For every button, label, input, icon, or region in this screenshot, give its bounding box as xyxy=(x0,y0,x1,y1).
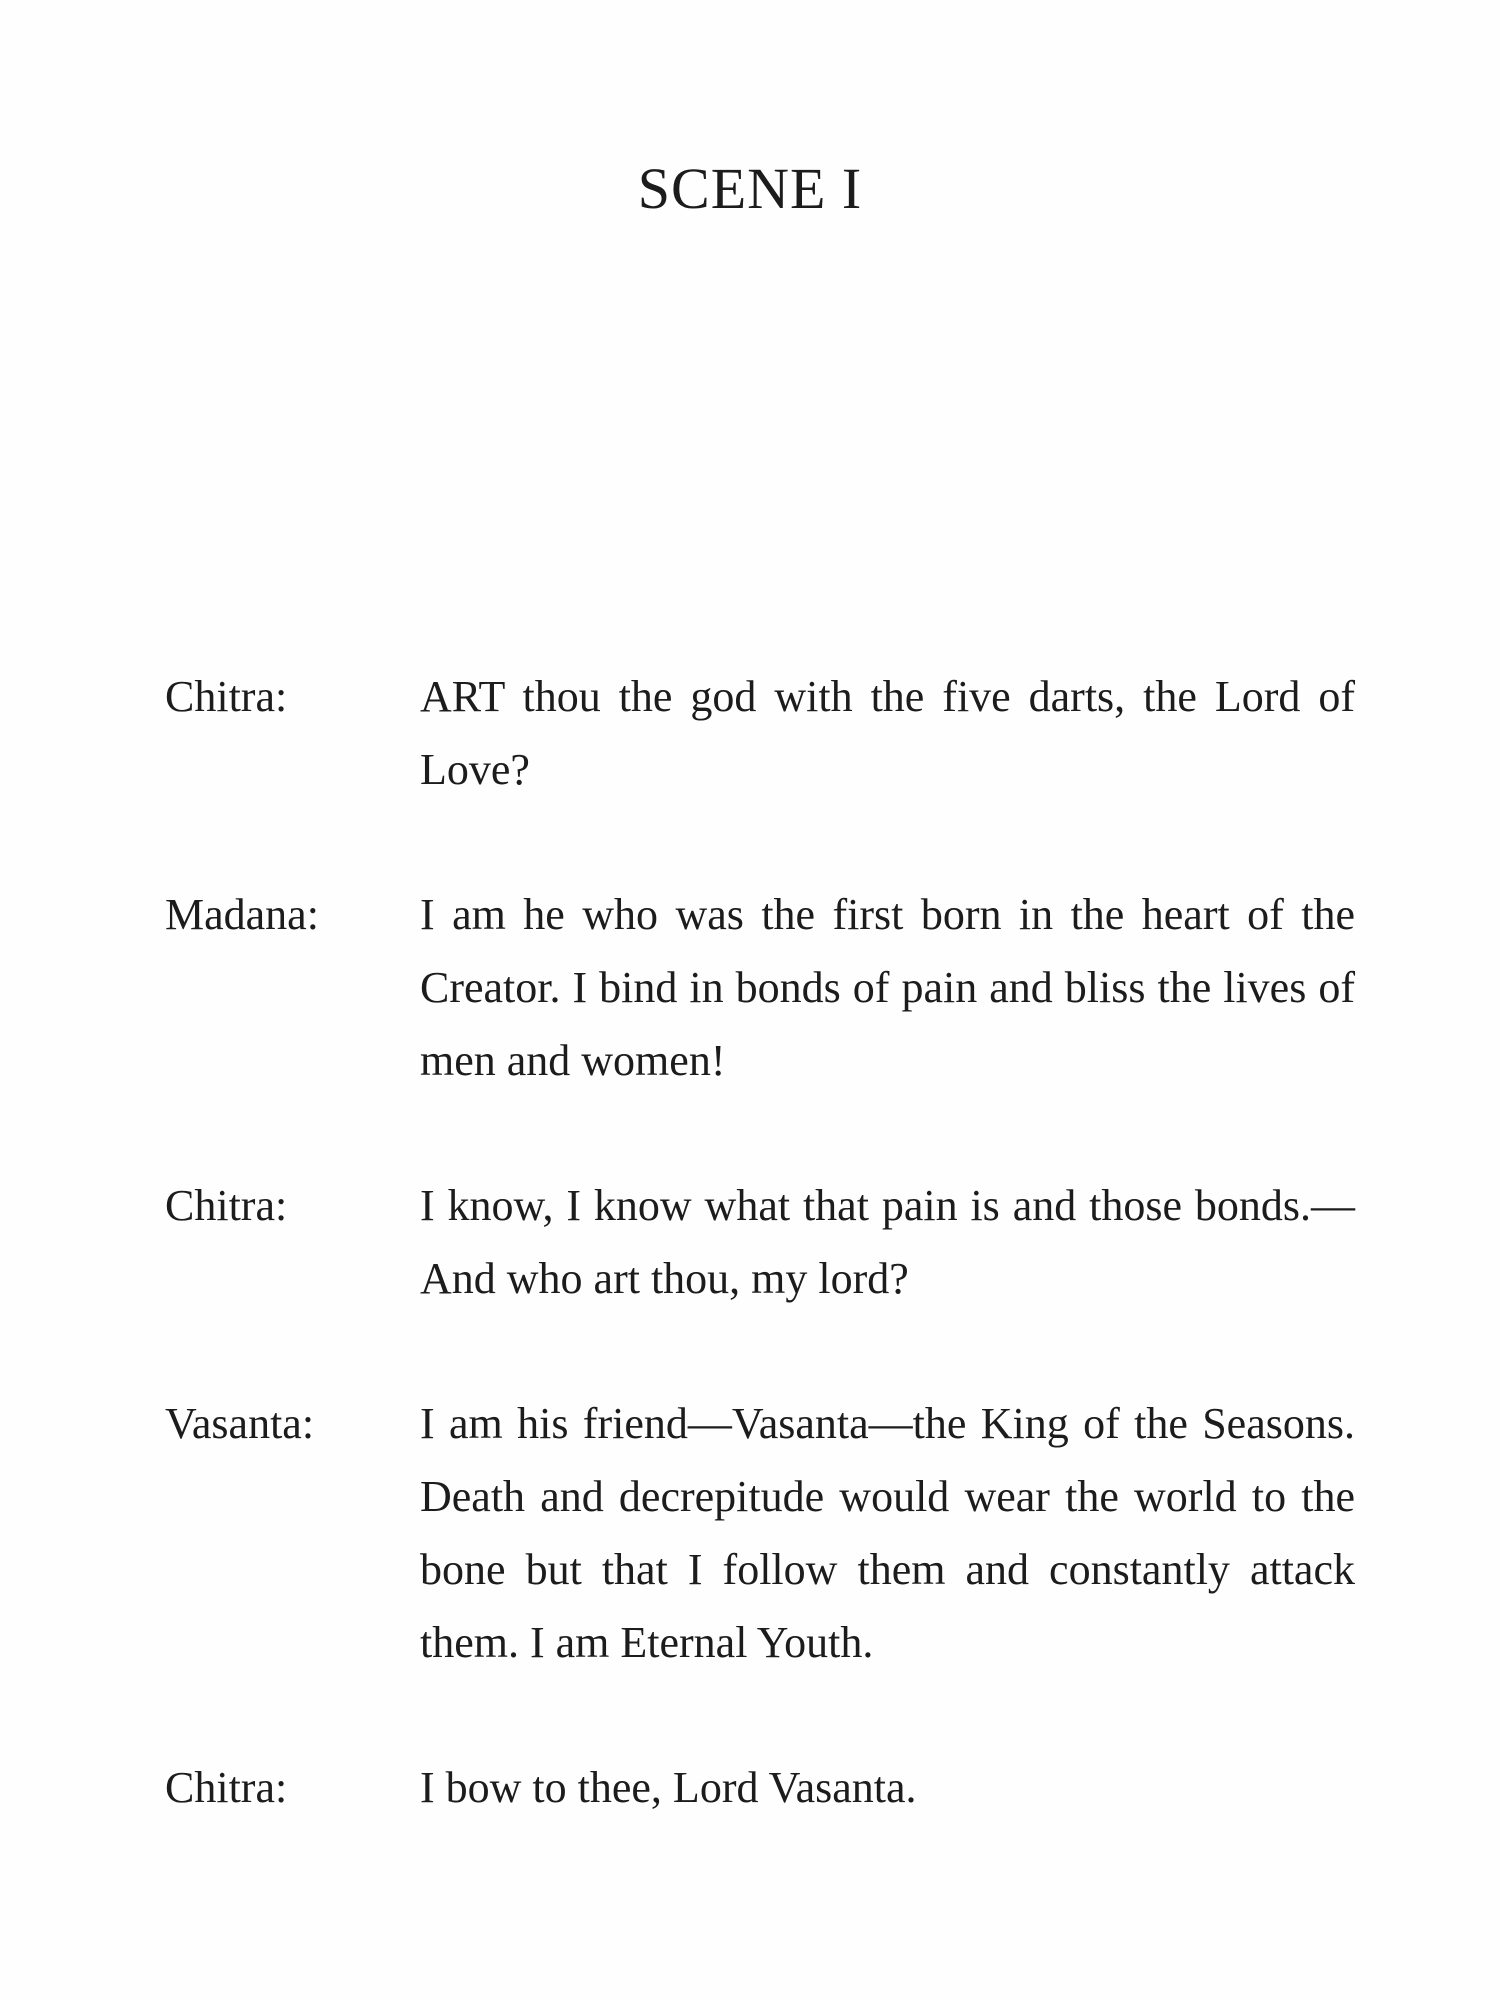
speech-text: I bow to thee, Lord Vasanta. xyxy=(420,1763,917,1812)
speaker-name: Chitra: xyxy=(165,1763,288,1812)
dialogue-line xyxy=(165,1387,1355,1679)
speech-text: I am his friend—Vasanta—the King of the Seasons. Death and decrepitude would wear the world to the bone but that I follow them and constantly attack them. I am Eternal Youth. xyxy=(420,1399,1355,1667)
speech-text: I know, I know what that pain is and those bonds.—And who art thou, my lord? xyxy=(420,1181,1355,1303)
speaker-name: Vasanta: xyxy=(165,1399,315,1448)
scene-title: SCENE I xyxy=(637,156,863,221)
dialogue xyxy=(165,660,1355,1896)
dialogue-line xyxy=(165,878,1355,1097)
speech-text: I am he who was the first born in the heart of the Creator. I bind in bonds of pain and bliss the lives of men and women! xyxy=(420,890,1355,1085)
speech-text: ART thou the god with the five darts, the Lord of Love? xyxy=(420,672,1355,794)
speaker-name: Chitra: xyxy=(165,672,288,721)
speaker-name: Chitra: xyxy=(165,1181,288,1230)
dialogue-line xyxy=(165,1751,1355,1824)
dialogue-line xyxy=(165,660,1355,806)
speaker-name: Madana: xyxy=(165,890,319,939)
dialogue-line xyxy=(165,1169,1355,1315)
